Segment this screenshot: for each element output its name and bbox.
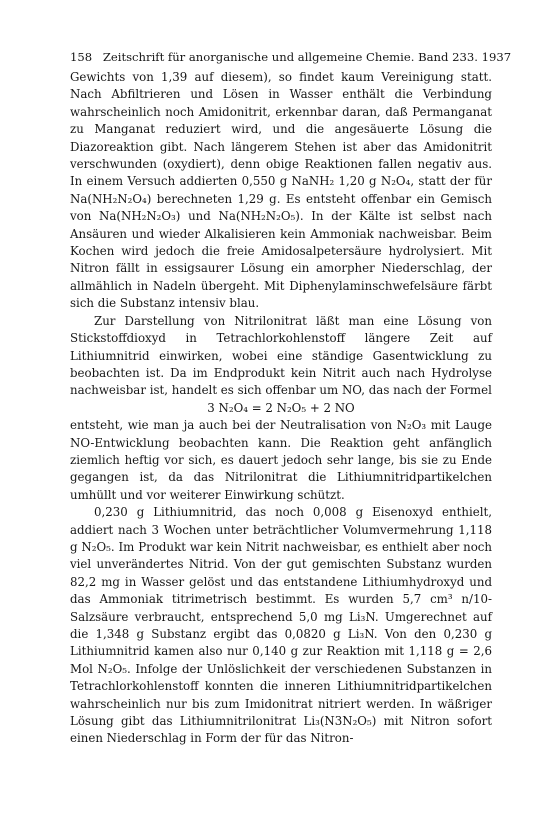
paragraph-versuch: 0,230 g Lithiumnitrid, das noch 0,008 g Eisenoxyd enthielt, addiert nach 3 Wochen unter beträchtlicher Volumvermehrung 1,118 g N₂O₅. Im Produkt war kein Nitrit nachweisbar, es enthielt aber noch viel unverändertes Nitrid. Von der gut gemischten Substanz wurden 82,2 mg in Wasser gelöst und das entstandene Lithiumhydroxyd und das Ammoniak titrimetrisch bestimmt. Es wurden 5,7 cm³ n/10-Salzsäure verbraucht, entsprechend 5,0 mg Li₃N. Umgerechnet auf die 1,348 g Substanz ergibt das 0,0820 g Li₃N. Von den 0,230 g Lithiumnitrid kamen also nur 0,140 g zur Reaktion mit 1,118 g = 2,6 Mol N₂O₅. Infolge der Unlöslichkeit der verschiedenen Substanzen in Tetrachlorkohlenstoff konnten die inneren Lithiumnitridpartikelchen wahrscheinlich nur bis zum Imidonitrat nitriert werden. In wäßriger Lösung gibt das Lithiumnitrilonitrat Li₃(N3N₂O₅) mit Nitron sofort einen Niederschlag in Form der für das Nitron- xyxy=(70,505,492,746)
body-text xyxy=(70,69,492,748)
paragraph-reaktion: entsteht, wie man ja auch bei der Neutralisation von N₂O₃ mit Lauge NO-Entwicklung beobachten kann. Die Reaktion geht anfänglich ziemlich heftig vor sich, es dauert jedoch sehr lange, bis sie zu Ende gegangen ist, da das Nitrilonitrat die Lithiumnitridpartikelchen umhüllt und vor weiterer Einwirkung schützt. xyxy=(70,418,492,502)
reaction-formula: 3 N₂O₄ = 2 N₂O₅ + 2 NO xyxy=(207,400,355,415)
running-title: Zeitschrift für anorganische und allgemeine Chemie. Band 233. 1937 xyxy=(102,50,512,64)
page-header xyxy=(70,50,512,64)
paragraph-amidonitrit: Gewichts von 1,39 auf diesem), so findet kaum Vereinigung statt. Nach Abfiltrieren und Lösen in Wasser enthält die Verbindung wahrscheinlich noch Amidonitrit, erkennbar daran, daß Permanganat zu Manganat reduziert wird, und die angesäuerte Lösung die Diazoreaktion gibt. Nach längerem Stehen ist aber das Amidonitrit verschwunden (oxydiert), denn obige Reaktionen fallen negativ aus. In einem Versuch addierten 0,550 g NaNH₂ 1,20 g N₂O₄, statt der für Na(NH₂N₂O₄) berechneten 1,29 g. Es entsteht offenbar ein Gemisch von Na(NH₂N₂O₃) und Na(NH₂N₂O₅). In der Kälte ist selbst nach Ansäuren und wieder Alkalisieren kein Ammoniak nachweisbar. Beim Kochen wird jedoch die freie Amidosalpetersäure hydrolysiert. Mit Nitron fällt in essigsaurer Lösung ein amorpher Niederschlag, der allmählich in Nadeln übergeht. Mit Diphenylaminschwefelsäure färbt sich die Substanz intensiv blau. xyxy=(70,70,492,311)
page-number: 158 xyxy=(70,50,93,64)
paragraph-nitrilonitrat-darstellung: Zur Darstellung von Nitrilonitrat läßt man eine Lösung von Stickstoffdioxyd in Tetrachlorkohlenstoff längere Zeit auf Lithiumnitrid einwirken, wobei eine ständige Gasentwicklung zu beobachten ist. Da im Endprodukt kein Nitrit auch nach Hydrolyse nachweisbar ist, handelt es sich offenbar um NO, das nach der Formel xyxy=(70,313,492,398)
